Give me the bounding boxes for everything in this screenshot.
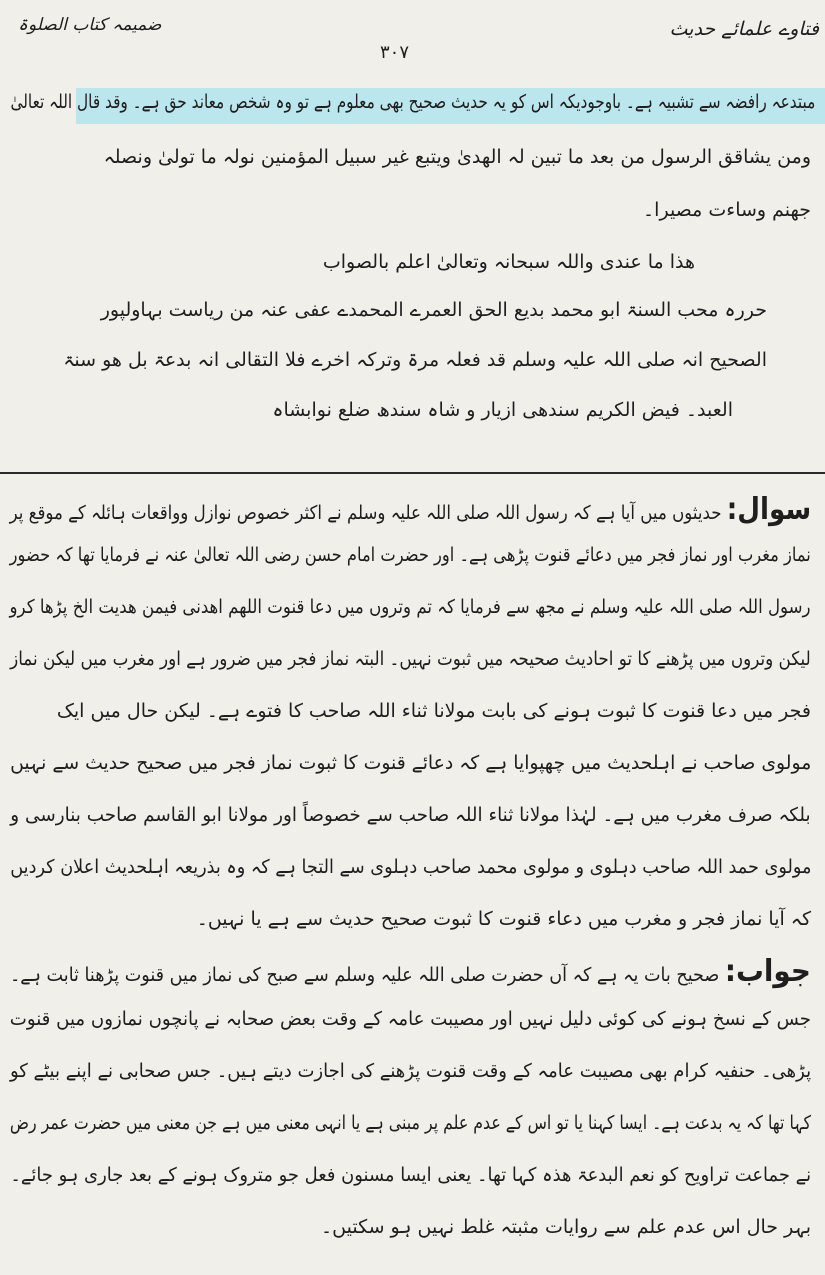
section-title: ضمیمہ کتاب الصلوۃ: [18, 15, 162, 35]
answer-text: صحیح بات یہ ہے کہ آں حضرت صلی اللہ علیہ وسلم سے صبح کی نماز میں قنوت پڑھنا ثابت ہے۔: [10, 964, 720, 986]
question-text: حدیثوں میں آیا ہے کہ رسول اللہ صلی اللہ علیہ وسلم نے اکثر خصوص نوازل وواقعات ہائلہ کے موقع پر: [9, 502, 722, 524]
signature-line-3: العبد۔ فیض الکریم سندھی ازیار و شاہ سندھ ضلع نوابشاہ: [272, 399, 733, 421]
answer-line-1: [10, 955, 811, 990]
section-divider: [0, 472, 825, 474]
answer-line-3: پڑھی۔ حنفیہ کرام بھی مصیبت عامہ کے وقت قنوت پڑھنے کی اجازت دیتے ہیں۔ جس صحابی نے اپنے بیٹے کو: [9, 1060, 811, 1082]
question-line-3: رسول اللہ صلی اللہ علیہ وسلم نے مجھ سے فرمایا کہ تم وتروں میں دعا قنوت اللھم اھدنی فیمن ھدیت الخ پڑھا کرو: [9, 596, 811, 618]
question-line-8: مولوی حمد اللہ صاحب دہلوی و مولوی محمد صاحب دہلوی سے التجا ہے کہ وہ بذریعہ اہلحدیث اعلان کردیں: [9, 856, 811, 878]
answer-line-2: جس کے نسخ ہونے کی کوئی دلیل نہیں اور مصیبت عامہ کے وقت بعض صحابہ نے پانچوں نمازوں میں قنوت: [9, 1008, 811, 1030]
highlighted-passage: [10, 74, 825, 138]
question-line-7: بلکہ صرف مغرب میں ہے۔ لہٰذا مولانا ثناء اللہ صاحب سے خصوصاً اور مولانا ابو القاسم صاحب بنارسی و: [10, 804, 811, 826]
answer-line-4: کہا تھا کہ یہ بدعت ہے۔ ایسا کہنا یا تو اس کے عدم علم پر مبنی ہے یا انہی معنی میں ہے جن معنی میں حضرت عمر رض: [9, 1112, 811, 1134]
quran-verse-line-2: جھنم وساءت مصیرا۔: [643, 199, 811, 221]
answer-line-6: بہر حال اس عدم علم سے روایات مثبتہ غلط نہیں ہو سکتیں۔: [321, 1216, 811, 1238]
question-line-9: کہ آیا نماز فجر و مغرب میں دعاء قنوت کا ثبوت صحیح حدیث سے ہے یا نہیں۔: [196, 908, 811, 930]
page-number: ۳۰۷: [380, 42, 410, 63]
question-line-5: فجر میں دعا قنوت کا ثبوت ہونے کی بابت مولانا ثناء اللہ صاحب کا فتوے ہے۔ لیکن حال میں ایک: [56, 700, 811, 722]
signature-line-2: الصحیح انہ صلی اللہ علیہ وسلم قد فعلہ مرۃ وترکہ اخرے فلا التقالی انہ بدعۃ بل ھو سنۃ: [63, 349, 767, 371]
page-header: [0, 4, 825, 64]
quran-verse-line-1: ومن یشاقق الرسول من بعد ما تبین لہ الھدیٰ ویتبع غیر سبیل المؤمنین نولہ ما تولیٰ ونصلہ: [103, 146, 811, 168]
question-line-6: مولوی صاحب نے اہلحدیث میں چھپوایا ہے کہ دعائے قنوت کا ثبوت نماز فجر میں صحیح حدیث سے نہیں: [9, 752, 811, 774]
answer-label: جواب:: [725, 954, 811, 989]
question-line-2: نماز مغرب اور نماز فجر میں دعائے قنوت پڑھی ہے۔ اور حضرت امام حسن رضی اللہ تعالیٰ عنہ نے فرمایا تھا کہ حضور: [9, 544, 811, 566]
question-label: سوال:: [726, 492, 811, 527]
signature-line-1: حررہ محب السنۃ ابو محمد بدیع الحق العمرے المحمدے عفی عنہ من ریاست بہاولپور: [100, 299, 767, 321]
book-title: فتاوے علمائے حدیث: [669, 18, 819, 40]
question-line-4: لیکن وتروں میں پڑھنے کا تو احادیث صحیحہ میں ثبوت نہیں۔ البتہ نماز فجر میں ضرور ہے اور مغرب میں لیکن نماز: [10, 648, 811, 670]
answer-line-5: نے جماعت تراویح کو نعم البدعۃ ھذہ کہا تھا۔ یعنی ایسا مسنون فعل جو متروک ہونے کے بعد جاری ہو جائے۔: [10, 1164, 811, 1186]
closing-line: ھذا ما عندی واللہ سبحانہ وتعالیٰ اعلم بالصواب: [322, 251, 695, 273]
question-line-1: [9, 493, 811, 528]
highlighted-line: مبتدعہ رافضہ سے تشبیہ ہے۔ باوجودیکہ اس کو یہ حدیث صحیح بھی معلوم ہے تو وہ شخص معاند حق ہے۔ وقد قال اللہ تعالیٰ: [10, 91, 815, 113]
